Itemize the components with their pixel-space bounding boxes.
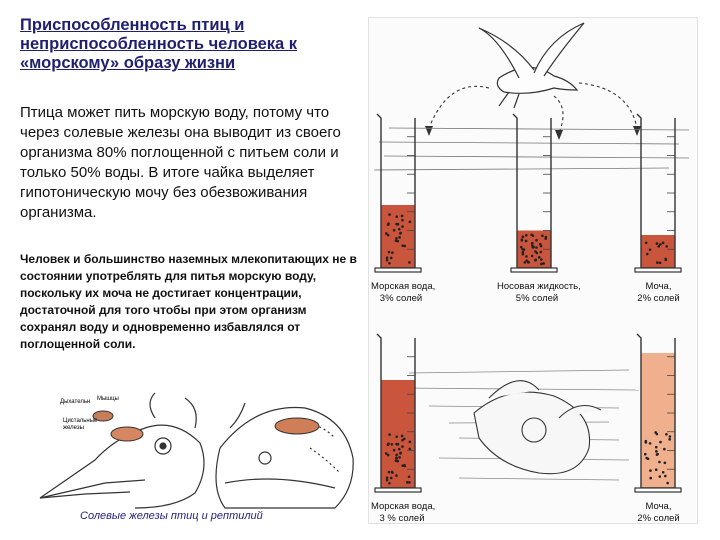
bird-salt-dot	[659, 243, 662, 246]
label-nasal-fluid: Носовая жидкость, 5% солей	[497, 281, 581, 304]
human-salt-dot	[659, 475, 662, 478]
bird-salt-dot	[408, 261, 411, 264]
bird-salt-dot	[398, 236, 401, 239]
bird-salt-dot	[656, 242, 659, 245]
bird-salt-dot	[409, 221, 412, 224]
bird-salt-dot	[520, 246, 523, 249]
bird-salt-dot	[395, 215, 398, 218]
human-salt-dot	[668, 438, 671, 441]
human-salt-dot	[388, 482, 391, 485]
bird-cylinder-base-2	[635, 268, 681, 272]
bird-salt-dot	[388, 262, 391, 265]
human-salt-dot	[387, 442, 390, 445]
bird-salt-dot	[646, 253, 649, 256]
bird-salt-dot	[395, 237, 398, 240]
bird-cylinder-0	[375, 114, 421, 272]
bird-salt-dot	[521, 248, 524, 251]
bird-salt-dot	[665, 245, 668, 248]
reptile-head-drawing	[216, 403, 353, 508]
bird-salt-dot	[649, 248, 652, 251]
human-salt-dot	[390, 477, 393, 480]
human-salt-dot	[655, 468, 658, 471]
cylinders-illustration	[369, 18, 697, 523]
human-paragraph: Человек и большинство наземных млекопитающих не в состоянии употреблять для питья морскую воду, поскольку их моча не достигает концентрации, достаточной для того чтобы при этом организм сохранял воду и одновременно избавлялся от поглощенной соли.	[20, 252, 357, 351]
human-salt-dot	[395, 454, 398, 457]
bird-salt-dot	[538, 256, 541, 259]
human-salt-dot	[391, 443, 394, 446]
bird-salt-dot	[536, 252, 539, 255]
bird-salt-dot	[659, 262, 662, 265]
sea-lines-top	[374, 128, 689, 170]
human-salt-dot	[409, 441, 412, 444]
human-salt-dot	[664, 475, 667, 478]
human-cylinder-0	[375, 334, 421, 492]
bird-salt-dot	[540, 251, 543, 254]
bird-salt-dot	[401, 219, 404, 222]
human-salt-dot	[398, 448, 401, 451]
bird-salt-dot	[531, 242, 534, 245]
bird-salt-dot	[521, 239, 524, 242]
bird-salt-dot	[391, 251, 394, 254]
bird-salt-dot	[386, 259, 389, 262]
human-salt-dot	[658, 461, 661, 464]
human-salt-dot	[665, 433, 668, 436]
bird-salt-dot	[662, 242, 665, 245]
figure-caption: Солевые железы птиц и рептилий	[80, 510, 263, 522]
bird-salt-dot	[535, 239, 538, 242]
bird-cylinder-2	[635, 114, 681, 272]
human-salt-dot	[388, 433, 391, 436]
bird-salt-dot	[522, 253, 525, 256]
human-salt-dot	[663, 448, 666, 451]
label-sea-water-human: Морская вода, 3 % солей	[371, 501, 436, 524]
human-salt-dot	[398, 456, 401, 459]
human-salt-dot	[645, 457, 648, 460]
human-salt-dot	[409, 448, 412, 451]
human-salt-dot	[644, 453, 647, 456]
human-salt-dot	[669, 435, 672, 438]
bird-paragraph: Птица может пить морскую воду, потому что через солевые железы она выводит из своего организма 80% поглощенной с питьем соли и только 50% воды. В итоге чайка выделяет гипотоническую мочу без обезвоживания организма.	[20, 104, 341, 221]
human-salt-dot	[399, 452, 402, 455]
bird-salt-dot	[395, 239, 398, 242]
bird-salt-dot	[645, 241, 648, 244]
bird-salt-dot	[525, 240, 528, 243]
bird-salt-dot	[540, 263, 543, 266]
human-salt-dot	[655, 450, 658, 453]
human-salt-dot	[396, 443, 399, 446]
bird-head-drawing	[40, 393, 204, 508]
bird-salt-dot	[656, 261, 659, 264]
gull-human-figure	[368, 17, 698, 524]
bird-salt-dot	[401, 225, 404, 228]
bird-salt-dot	[387, 222, 390, 225]
label-glands-1: Цистальные	[63, 418, 98, 424]
bird-cylinders	[375, 114, 681, 272]
salt-glands-figure	[35, 388, 365, 516]
label-sea-water-bird: Морская вода, 3% солей	[371, 281, 436, 304]
bird-salt-dot	[525, 255, 528, 258]
bird-salt-dot	[544, 237, 547, 240]
bird-salt-dot	[541, 234, 544, 237]
bird-cylinder-base-0	[375, 268, 421, 272]
human-salt-dot	[386, 476, 389, 479]
bird-salt-dot	[393, 229, 396, 232]
human-salt-dot	[403, 438, 406, 441]
human-salt-dot	[656, 453, 659, 456]
human-salt-dot	[386, 479, 389, 482]
bird-salt-dot	[398, 228, 401, 231]
human-salt-dot	[666, 482, 669, 485]
human-cylinder-fill-1	[641, 353, 675, 488]
human-salt-dot	[403, 464, 406, 467]
bird-salt-dot	[531, 255, 534, 258]
bird-salt-dot	[401, 215, 404, 218]
human-salt-dot	[659, 441, 662, 444]
bird-salt-dot	[385, 232, 388, 235]
human-salt-dot	[662, 471, 665, 474]
bird-cylinder-1	[511, 114, 557, 272]
bird-salt-dot	[535, 246, 538, 249]
human-salt-dot	[406, 481, 409, 484]
gull-drawing	[479, 23, 584, 108]
human-salt-dot	[385, 452, 388, 455]
bird-salt-dot	[534, 259, 537, 262]
human-salt-dot	[649, 477, 652, 480]
bird-salt-dot	[524, 261, 527, 264]
bird-salt-dot	[396, 223, 399, 226]
human-salt-dot	[395, 456, 398, 459]
bird-salt-dot	[388, 213, 391, 216]
label-glands-2: железы	[63, 425, 84, 431]
human-salt-dot	[645, 441, 648, 444]
label-muscles: Мышцы	[97, 396, 119, 402]
bird-salt-dot	[390, 257, 393, 260]
human-salt-dot	[395, 435, 398, 438]
bird-salt-dot	[399, 232, 402, 235]
label-urine-human: Моча, 2% солей	[637, 501, 680, 524]
human-cylinder-1	[635, 334, 681, 492]
salt-glands-illustration	[35, 388, 365, 516]
human-salt-dot	[649, 469, 652, 472]
human-salt-dot	[408, 475, 411, 478]
bird-salt-dot	[401, 244, 404, 247]
human-salt-dot	[654, 431, 657, 434]
person-drawing	[474, 381, 601, 474]
bird-gland-shape	[111, 427, 143, 441]
human-cylinder-base-0	[375, 488, 421, 492]
human-salt-dot	[393, 449, 396, 452]
bird-salt-dot	[525, 234, 528, 237]
bird-salt-dot	[540, 258, 543, 261]
bird-salt-dot	[540, 245, 543, 248]
bird-salt-dot	[522, 236, 525, 239]
human-salt-dot	[401, 445, 404, 448]
bird-salt-dot	[532, 246, 535, 249]
bird-salt-dot	[388, 251, 391, 254]
label-breath: Дыхательн	[60, 399, 91, 405]
human-salt-dot	[395, 474, 398, 477]
bird-salt-dot	[386, 256, 389, 259]
bird-cylinder-base-1	[511, 268, 557, 272]
bird-salt-dot	[542, 262, 545, 265]
human-salt-dot	[649, 442, 652, 445]
reptile-gland-shape	[275, 418, 319, 434]
human-salt-dot	[391, 471, 394, 474]
label-urine-bird: Моча, 2% солей	[637, 281, 680, 304]
human-salt-dot	[664, 462, 667, 465]
bird-salt-dot	[527, 261, 530, 264]
bird-salt-dot	[530, 233, 533, 236]
human-cylinder-fill-0	[381, 380, 415, 488]
human-salt-dot	[388, 471, 391, 474]
human-salt-dot	[655, 446, 658, 449]
human-cylinder-base-1	[635, 488, 681, 492]
human-salt-dot	[401, 435, 404, 438]
page-title: Приспособленность птиц и неприспособленность человека к «морскому» образу жизни	[20, 16, 298, 72]
human-salt-dot	[395, 459, 398, 462]
bird-salt-dot	[664, 258, 667, 261]
